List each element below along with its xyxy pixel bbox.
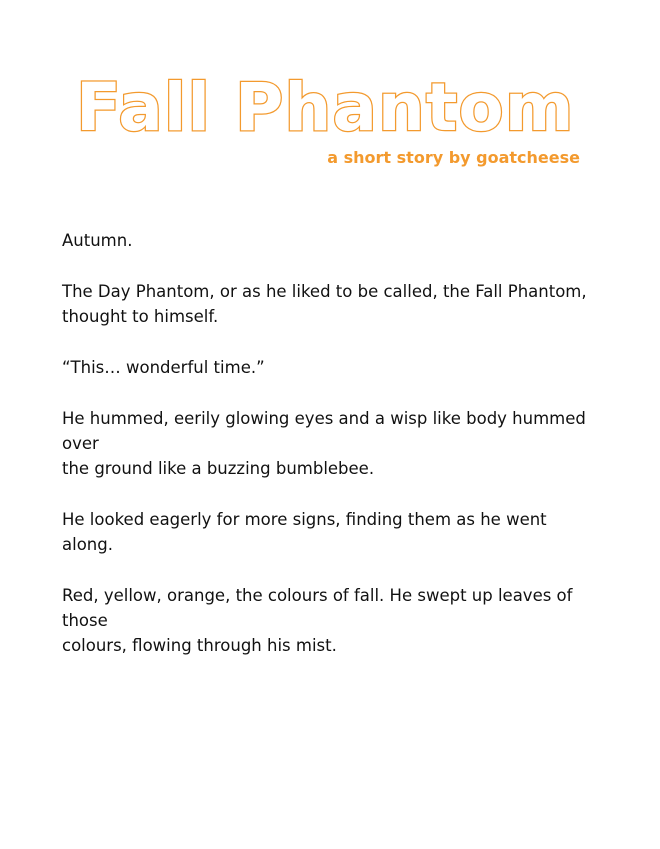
title-block [76,70,586,180]
story-paragraph: The Day Phantom, or as he liked to be called, the Fall Phantom, thought to himself. [62,282,587,326]
story-subtitle: a short story by goatcheese [327,148,580,167]
story-paragraph: He hummed, eerily glowing eyes and a wisp like body hummed over the ground like a buzzing bumblebee. [62,409,586,478]
story-paragraph: Red, yellow, orange, the colours of fall. He swept up leaves of those colours, flowing through his mist. [62,586,573,655]
story-title: Fall Phantom [76,69,575,146]
story-paragraph: He looked eagerly for more signs, finding them as he went along. [62,510,547,554]
story-paragraph: “This… wonderful time.” [62,358,265,377]
story-body [62,228,602,684]
story-paragraph: Autumn. [62,231,133,250]
